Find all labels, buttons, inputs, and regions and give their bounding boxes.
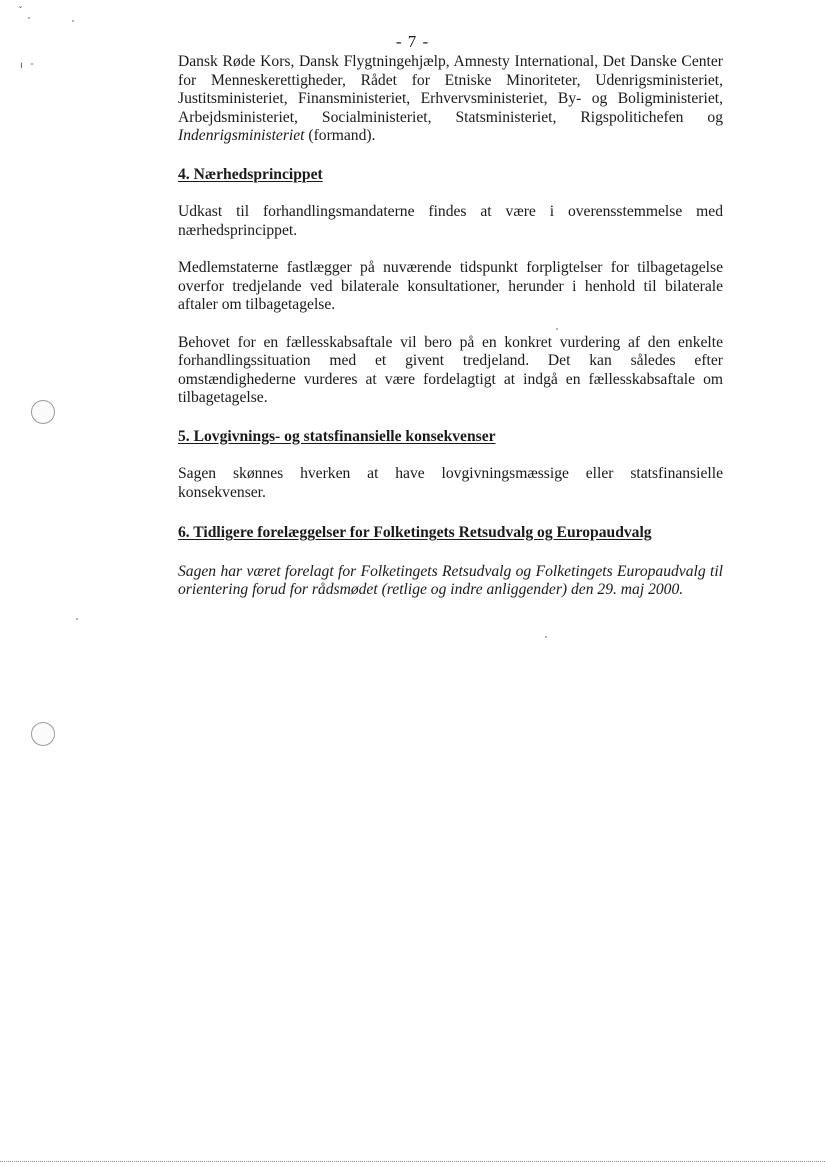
scan-dot (28, 17, 30, 19)
scan-speck: ˇ (18, 6, 23, 17)
intro-text-end: (formand). (304, 127, 376, 144)
section-5-heading: 5. Lovgivnings- og statsfinansielle konsekvenser (178, 427, 496, 445)
section-6-paragraph: Sagen har været forelagt for Folketingets Retsudvalg og Folketingets Europaudvalg til orientering forud for rådsmødet (retlige og indre anliggender) den 29. maj 2000. (178, 562, 723, 598)
section-5-paragraph: Sagen skønnes hverken at have lovgivningsmæssige eller statsfinansielle konsekvenser. (178, 465, 723, 501)
document-body (178, 53, 723, 600)
scan-dot (545, 636, 547, 638)
scan-dot (31, 63, 33, 65)
punch-hole (31, 722, 55, 746)
intro-text: Dansk Røde Kors, Dansk Flygtningehjælp, Amnesty International, Det Danske Center for Menneskerettigheder, Rådet for Etniske Minoriteter, Udenrigsministeriet, Justitsministeriet, Finansministeriet, Erhvervsministeriet, By- og Boligministeriet, Arbejdsministeriet, Socialministeriet, Statsministeriet, Rigspolitichefen og (178, 53, 723, 126)
section-4-paragraph: Behovet for en fællesskabsaftale vil bero på en konkret vurdering af den enkelte forhandlingssituation med et givent tredjeland. Det kan således efter omstændighederne vurderes at være fordelagtigt at indgå en fællesskabsaftale om tilbagetagelse. (178, 333, 723, 406)
scan-edge-line (0, 1161, 825, 1162)
intro-italic-text: Indenrigsministeriet (178, 127, 305, 144)
punch-hole (31, 400, 55, 424)
scan-dot (76, 618, 78, 620)
scan-dot (72, 20, 74, 22)
intro-paragraph (178, 53, 723, 146)
section-4-paragraph: Udkast til forhandlingsmandaterne findes at være i overensstemmelse med nærhedsprincippet. (178, 203, 723, 239)
section-6-heading: 6. Tidligere forelæggelser for Folketingets Retsudvalg og Europaudvalg (178, 524, 652, 541)
scan-speck: ı (20, 60, 23, 71)
section-4-heading: 4. Nærhedsprincippet (178, 165, 323, 183)
page-number: - 7 - (395, 32, 430, 51)
section-4-paragraph: Medlemstaterne fastlægger på nuværende tidspunkt forpligtelser for tilbagetagelse overfor tredjelande ved bilaterale konsultationer, herunder i henhold til bilaterale aftaler om tilbagetagelse. (178, 259, 723, 313)
